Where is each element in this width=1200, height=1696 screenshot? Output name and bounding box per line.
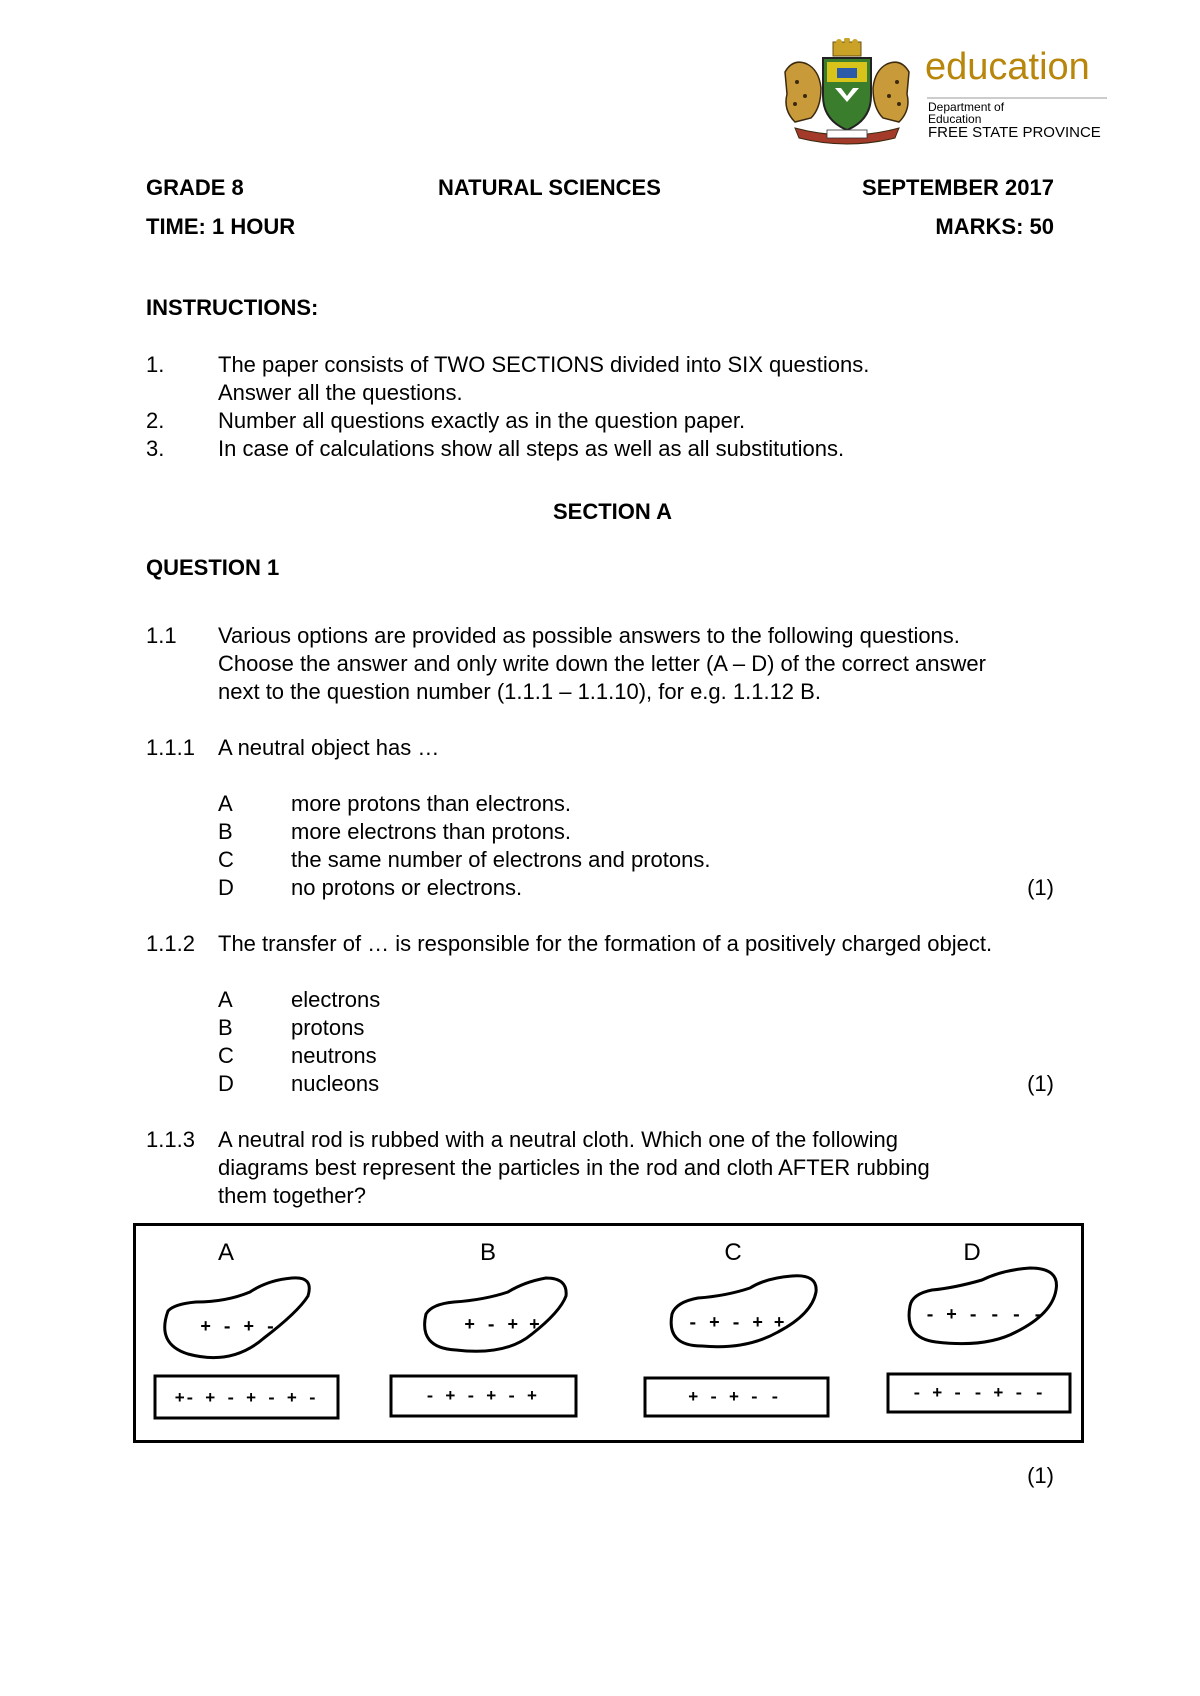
logo-line-3: FREE STATE PROVINCE: [928, 124, 1101, 141]
option-letter: D: [218, 875, 234, 900]
option-letter: A: [218, 987, 233, 1012]
option-text: no protons or electrons.: [291, 875, 523, 900]
question-title: QUESTION 1: [146, 555, 280, 580]
grade-label: GRADE 8: [146, 175, 244, 200]
mark-allocation: (1): [1027, 1463, 1054, 1488]
subject-label: NATURAL SCIENCES: [438, 175, 661, 200]
cloth-charges: - + - - - -: [924, 1306, 1044, 1326]
instruction-text: In case of calculations show all steps as well as all substitutions.: [218, 436, 845, 461]
instruction-number: 1.: [146, 352, 165, 377]
option-letter: B: [218, 1015, 233, 1040]
question-number: 1.1: [146, 623, 177, 648]
question-text: Various options are provided as possible answers to the following questions.: [218, 623, 960, 648]
cloth-outline: [425, 1278, 567, 1351]
option-text: neutrons: [291, 1043, 377, 1068]
rod-charges: - + - + - +: [424, 1388, 538, 1407]
diagram-label: D: [963, 1239, 981, 1266]
option-text: nucleons: [291, 1071, 380, 1096]
rod-charges: - + - - + - -: [911, 1385, 1045, 1404]
logo-line-1: Department of: [928, 100, 1005, 114]
mark-allocation: (1): [1027, 1071, 1054, 1096]
charge-diagram: [133, 1223, 1084, 1443]
instruction-number: 3.: [146, 436, 165, 461]
diagram-option-c: [645, 1239, 828, 1416]
cloth-charges: + - + -: [200, 1318, 276, 1338]
cloth-charges: - + - + +: [687, 1314, 785, 1334]
instructions-heading: INSTRUCTIONS:: [146, 295, 319, 320]
rod-charges: + - + - -: [688, 1389, 780, 1408]
diagram-label: B: [479, 1239, 497, 1266]
instruction-text: Number all questions exactly as in the question paper.: [218, 408, 746, 433]
option-text: more electrons than protons.: [291, 819, 572, 844]
option-letter: D: [218, 1071, 234, 1096]
diagram-label: A: [217, 1239, 235, 1266]
question-stem: A neutral object has …: [218, 735, 440, 760]
mark-allocation: (1): [1027, 875, 1054, 900]
diagram-option-d: [888, 1239, 1070, 1412]
question-text: them together?: [218, 1183, 366, 1208]
instruction-number: 2.: [146, 408, 165, 433]
diagram-label: C: [724, 1239, 742, 1266]
question-text: next to the question number (1.1.1 – 1.1.10), for e.g. 1.1.12 B.: [218, 679, 821, 704]
rod-charges: +- + - + - + -: [174, 1390, 318, 1409]
option-text: electrons: [291, 987, 381, 1012]
question-text: Choose the answer and only write down the letter (A – D) of the correct answer: [218, 651, 986, 676]
logo-title: education: [925, 46, 1090, 88]
option-letter: A: [218, 791, 233, 816]
question-number: 1.1.3: [146, 1127, 195, 1152]
date-label: SEPTEMBER 2017: [862, 175, 1054, 200]
cloth-outline: [671, 1276, 816, 1347]
marks-label: MARKS: 50: [935, 214, 1054, 239]
question-stem: The transfer of … is responsible for the formation of a positively charged object.: [218, 931, 993, 956]
department-logo: [775, 38, 1110, 150]
section-title: SECTION A: [553, 499, 672, 524]
question-number: 1.1.1: [146, 735, 195, 760]
question-number: 1.1.2: [146, 931, 195, 956]
option-letter: B: [218, 819, 233, 844]
time-label: TIME: 1 HOUR: [146, 214, 296, 239]
option-text: more protons than electrons.: [291, 791, 572, 816]
option-text: protons: [291, 1015, 365, 1040]
instruction-text: The paper consists of TWO SECTIONS divided into SIX questions.: [218, 352, 870, 377]
diagram-option-a: [155, 1239, 338, 1418]
question-text: A neutral rod is rubbed with a neutral cloth. Which one of the following: [218, 1127, 898, 1152]
option-letter: C: [218, 847, 234, 872]
instruction-text: Answer all the questions.: [218, 380, 463, 405]
question-text: diagrams best represent the particles in the rod and cloth AFTER rubbing: [218, 1155, 930, 1180]
cloth-charges: + - + +: [464, 1316, 540, 1336]
option-text: the same number of electrons and protons.: [291, 847, 711, 872]
diagram-option-b: [391, 1239, 576, 1416]
logo-line-2: Education: [928, 112, 982, 126]
option-letter: C: [218, 1043, 234, 1068]
